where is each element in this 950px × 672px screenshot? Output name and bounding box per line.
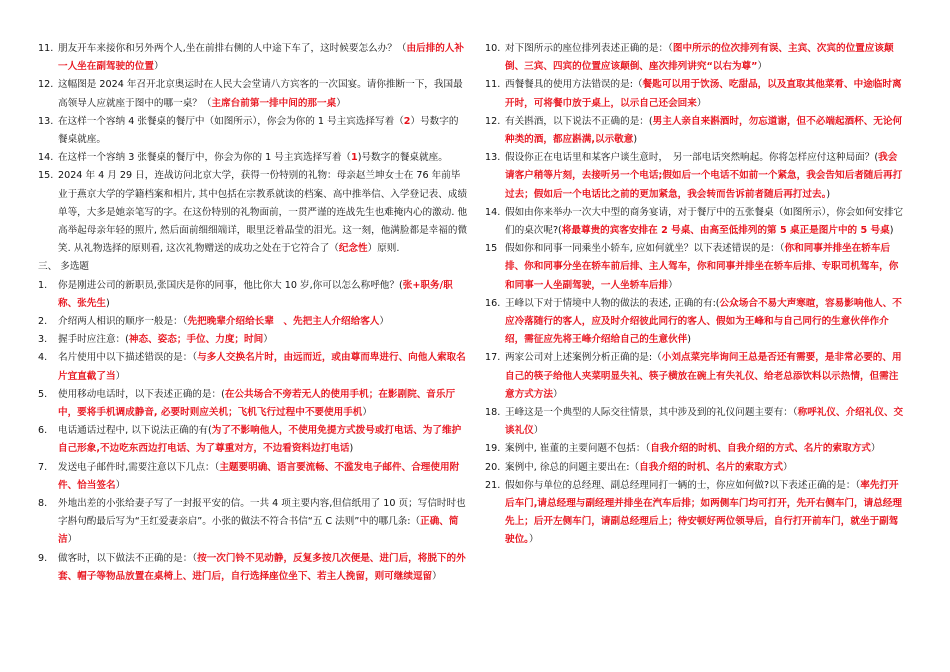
question-text: 电话通话过程中, 以下说法正确的有( bbox=[58, 425, 212, 437]
mc-question-6 bbox=[38, 422, 468, 458]
question-number: 2. bbox=[38, 316, 48, 328]
question-end: ) bbox=[105, 297, 110, 309]
question-text: 对下图所示的座位排列表述正确的是：（ bbox=[505, 43, 673, 54]
question-text: 在这样一个容纳 3 张餐桌的餐厅中，你会为你的 1 号主宾选择写着（ bbox=[58, 152, 352, 164]
answer-text: 餐匙可以用于饮汤、吃甜品，以及直取其他菜肴、中途临时离开时，可将餐巾放于桌上，以示自己还会回来 bbox=[505, 79, 902, 109]
question-text: 朋友开车来接你和另外两个人,坐在前排右侧的人中途下车了，这时候要怎么办？（ bbox=[58, 43, 407, 54]
answer-text: 按一次门铃不见动静，反复多按几次便是、进门后，将脱下的外套、帽子等物品放置在桌椅上、进门后，自行选择座位坐下、若主人挽留，则可继续逗留 bbox=[58, 552, 466, 582]
question-number: 6. bbox=[38, 425, 48, 437]
question-end: ) bbox=[826, 188, 831, 200]
question-end: ） bbox=[782, 461, 793, 473]
mc-question-5 bbox=[38, 386, 468, 422]
question-end: ) bbox=[889, 225, 894, 237]
question-number: 10. bbox=[485, 43, 501, 54]
question-number: 14. bbox=[38, 152, 54, 164]
mc-question-14 bbox=[485, 204, 905, 240]
answer-text: 男主人亲自来斟酒时，勿忘道谢，但不必端起酒杯、无论何种类的酒，都应斟满,以示敬意 bbox=[505, 115, 903, 146]
question-text: 名片使用中以下描述错误的是：（ bbox=[58, 352, 198, 364]
question-text: 王峰以下对于情境中人物的做法的表述, 正确的有:( bbox=[505, 297, 720, 309]
question-text: 假如由你来举办一次大中型的商务宴请，对于餐厅中的五张餐桌（如图所示），你会如何安排它们的桌次呢?( bbox=[505, 206, 904, 237]
question-text: 外地出差的小张给妻子写了一封报平安的信。一共 4 项主要内容,但信纸用了 10 页；写信时时也字斟句酌最后写为“王红爱妻亲启”。小张的做法不符合书信“五 C 法则”中的哪几条:（ bbox=[58, 498, 466, 528]
answer-text: 1 bbox=[351, 152, 358, 164]
question-number: 1. bbox=[38, 279, 48, 291]
question-text: 你是刚进公司的新职员,张国庆是你的同事，他比你大 10 岁,你可以怎么称呼他？( bbox=[58, 279, 403, 291]
mc-question-7 bbox=[38, 459, 468, 495]
answer-text: 图中所示的位次排列有误、主宾、次宾的位置应该颠倒、三宾、四宾的位置应该颠倒、座次排列讲究“以右为尊” bbox=[505, 43, 894, 73]
answer-text: 自我介绍的时机、自我介绍的方式、名片的索取方式 bbox=[650, 443, 871, 455]
question-number: 3. bbox=[38, 334, 48, 346]
question-number: 7. bbox=[38, 461, 48, 473]
question-text: 做客时，以下做法不正确的是：（ bbox=[58, 552, 198, 564]
question-end: ） bbox=[379, 316, 389, 328]
question-end: ） bbox=[757, 61, 768, 73]
question-end: ） bbox=[870, 443, 881, 455]
question-14 bbox=[38, 149, 468, 167]
mc-question-13 bbox=[485, 149, 905, 204]
question-number: 4. bbox=[38, 352, 48, 364]
question-end: ） bbox=[362, 407, 372, 419]
answer-text: 纪念性 bbox=[338, 243, 368, 255]
question-number: 11. bbox=[38, 43, 54, 54]
question-text: 握手时应注意：( bbox=[58, 334, 129, 346]
question-end: ） bbox=[528, 534, 539, 546]
question-number: 15. bbox=[38, 170, 54, 182]
question-number: 5. bbox=[38, 388, 48, 400]
question-end: ) bbox=[349, 443, 354, 455]
answer-text: 2 bbox=[403, 115, 411, 127]
question-end: ) bbox=[687, 334, 692, 346]
question-12 bbox=[38, 76, 468, 112]
answer-text: 自我介绍的时机、名片的索取方式 bbox=[639, 461, 783, 473]
answer-text: 先把晚辈介绍给长辈 、先把主人介绍给客人 bbox=[187, 316, 380, 328]
answer-text: 神态、姿态；手位、力度；时间 bbox=[128, 334, 264, 346]
question-number: 9. bbox=[38, 552, 48, 564]
question-end: ） bbox=[533, 425, 544, 437]
answer-text: 将最尊贵的宾客安排在 2 号桌、由高至低排列的第 5 桌正是图片中的 5 号桌 bbox=[561, 225, 890, 237]
question-number: 12. bbox=[485, 115, 501, 127]
question-number: 19. bbox=[485, 443, 501, 455]
left-column bbox=[38, 40, 468, 586]
mc-question-1 bbox=[38, 277, 468, 313]
question-text: 有关斟酒，以下说法不正确的是：( bbox=[505, 115, 653, 127]
question-15 bbox=[38, 167, 468, 258]
question-text: 假如你与单位的总经理、副总经理同打一辆的士，你应如何做?以下表述正确的是：（ bbox=[505, 479, 861, 491]
question-end: ） bbox=[153, 61, 164, 73]
answer-text: 主席台前第一排中间的那一桌 bbox=[211, 97, 337, 109]
question-number: 15 bbox=[485, 243, 498, 255]
right-column bbox=[485, 40, 905, 550]
answer-text: 与多人交换名片时，由远而近，或由尊而卑进行、向他人索取名片宜直截了当 bbox=[58, 352, 466, 382]
question-number: 13. bbox=[38, 115, 54, 127]
mc-question-21 bbox=[485, 477, 905, 550]
question-end: )号数字的餐桌就座。 bbox=[357, 152, 448, 164]
mc-question-16 bbox=[485, 295, 905, 350]
section-heading: 三、 多选题 bbox=[38, 261, 90, 273]
answer-text: 由后排的人补一人坐在副驾驶的位置 bbox=[58, 43, 464, 73]
question-number: 8. bbox=[38, 498, 48, 510]
question-end: ） bbox=[115, 479, 126, 491]
answer-text: 我会请客户稍等片刻，去接听另一个电话;假如后一个电话不如前一个紧急，我会告知后者随后再打过去；假如后一个电话比之前的更加紧急，我会转而告诉前者随后再打过去。 bbox=[505, 152, 903, 200]
question-number: 13. bbox=[485, 152, 501, 164]
question-text: 两家公司对上述案例分析正确的是:（ bbox=[505, 352, 662, 364]
question-end: ） bbox=[336, 97, 346, 109]
answer-text: 率先打开后车门,请总经理与副经理并排坐在汽车后排；如两侧车门均可打开，先开右侧车门，请总经理先上；后开左侧车门，请副总经理后上；待安顿好两位领导后，自行打开前车门，就坐于副驾驶位。 bbox=[505, 479, 902, 546]
answer-text: 在公共场合不旁若无人的使用手机；在影剧院、音乐厅中，要将手机调成静音, 必要时则应关机；飞机飞行过程中不要使用手机 bbox=[58, 388, 456, 419]
question-11 bbox=[38, 40, 468, 76]
mc-question-11 bbox=[485, 76, 905, 112]
question-13 bbox=[38, 113, 468, 149]
mc-question-15 bbox=[485, 240, 905, 295]
question-end: ） bbox=[67, 534, 78, 546]
question-end: ） bbox=[696, 97, 707, 109]
question-text: 这幅图是 2024 年召开北京奥运时在人民大会堂请八方宾客的一次国宴。请你推断一下，我国最高领导人应就座于图中的哪一桌？（ bbox=[58, 79, 463, 109]
question-number: 21. bbox=[485, 479, 501, 491]
answer-text: 主题要明确、语言要流畅、不滥发电子邮件、合理使用附件、恰当签名 bbox=[58, 461, 460, 491]
mc-question-19 bbox=[485, 440, 905, 458]
question-text: 案例中, 徐总的问题主要出在:（ bbox=[505, 461, 640, 473]
answer-text: 张+职务/职称、张先生 bbox=[58, 279, 453, 309]
answer-text: 为了不影响他人，不使用免提方式拨号或打电话、为了维护自己形象,不边吃东西边打电话、为了尊重对方，不边看资料边打电话 bbox=[58, 425, 462, 455]
mc-question-4 bbox=[38, 349, 468, 385]
question-number: 18. bbox=[485, 407, 501, 419]
mc-question-9 bbox=[38, 550, 468, 586]
question-text: 假如你和同事一同乘坐小轿车, 应如何就坐？以下表述错误的是：（ bbox=[505, 243, 785, 255]
mc-question-20 bbox=[485, 459, 905, 477]
mc-question-2 bbox=[38, 313, 468, 331]
question-end: ） bbox=[263, 334, 273, 346]
mc-question-17 bbox=[485, 349, 905, 404]
question-text: 西餐餐具的使用方法错误的是:（ bbox=[505, 79, 643, 91]
question-end: ）号数字的餐桌就座。 bbox=[58, 115, 459, 146]
answer-text: 小刘点菜完毕询问王总是否还有需要，是非常必要的、用自己的筷子给他人夹菜明显失礼、筷子横放在碗上有失礼仪、给老总添饮料以示热情，但需注意方式方法 bbox=[505, 352, 902, 400]
question-end: ） bbox=[115, 370, 126, 382]
mc-question-18 bbox=[485, 404, 905, 440]
question-number: 11. bbox=[485, 79, 501, 91]
question-number: 20. bbox=[485, 461, 501, 473]
question-text: 使用移动电话时，以下表述正确的是：( bbox=[58, 388, 225, 400]
question-text: 发送电子邮件时,需要注意以下几点：（ bbox=[58, 461, 220, 473]
question-text: 王峰这是一个典型的人际交往情景，其中涉及到的礼仪问题主要有：（ bbox=[505, 407, 798, 419]
question-end: ） bbox=[552, 388, 563, 400]
question-text: 在这样一个容纳 4 张餐桌的餐厅中（如图所示），你会为你的 1 号主宾选择写着（ bbox=[58, 115, 404, 127]
question-text: 介绍两人相识的顺序一般是：（ bbox=[58, 316, 188, 328]
mc-question-8 bbox=[38, 495, 468, 550]
answer-text: 你和同事并排坐在轿车后排、你和同事分坐在轿车前后排、主人驾车，你和同事并排坐在轿车后排、专职司机驾车，你和同事一人坐副驾驶，一人坐轿车后排 bbox=[505, 243, 899, 291]
mc-question-3 bbox=[38, 331, 468, 349]
question-text: 2024 年 4 月 29 日，连战访问北京大学，获得一份特别的礼物：母亲赵兰坤女士在 76 年前毕业于燕京大学的学籍档案和相片, 其中包括在宗教系就读的档案、高中推举信、入学登记表、成绩单等，大多是她亲笔写的字。在这份特别的礼物面前，一贯严谨的连战先生也难掩内心的激动. 他高举起母亲年轻的照片, 然后面前细细端详，眼里泛着晶莹的泪光。这一刻，他满脸都是幸福的微笑. 从礼物选择的原则看, 这次礼物赠送的成功之处在于它符合了（ bbox=[58, 170, 468, 255]
question-text: 假设你正在电话里和某客户谈生意时， 另一部电话突然响起。你将怎样应付这种局面？( bbox=[505, 152, 879, 164]
question-end: ) bbox=[633, 134, 638, 146]
question-end: ） bbox=[432, 570, 442, 582]
answer-text: 称呼礼仪、介绍礼仪、交谈礼仪 bbox=[505, 407, 904, 437]
question-number: 14. bbox=[485, 206, 501, 218]
question-number: 16. bbox=[485, 297, 501, 309]
mc-question-12 bbox=[485, 113, 905, 149]
answer-text: 公众场合不易大声寒暄，容易影响他人、不应冷落随行的客人，应及时介绍彼此同行的客人、假如为王峰和与自己同行的生意伙伴作介绍，需征应先将王峰介绍给自己的生意伙伴 bbox=[505, 297, 902, 346]
question-end: ）原则. bbox=[367, 243, 400, 255]
question-end: ） bbox=[668, 279, 678, 291]
mc-question-10 bbox=[485, 40, 905, 76]
question-text: 案例中, 崔董的主要问题不包括：（ bbox=[505, 443, 651, 455]
question-number: 12. bbox=[38, 79, 54, 91]
answer-text: 正确、简洁 bbox=[58, 516, 459, 546]
question-number: 17. bbox=[485, 352, 501, 364]
